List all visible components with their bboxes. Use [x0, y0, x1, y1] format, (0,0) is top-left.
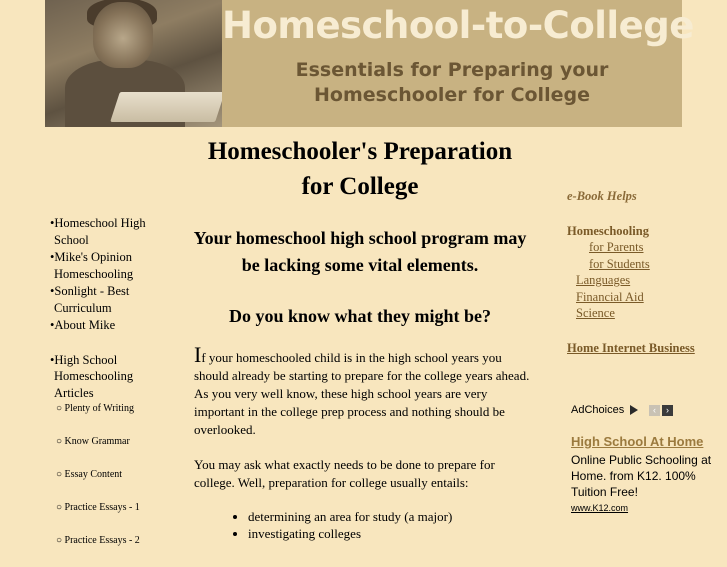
headline-question: Do you know what they might be? [228, 306, 492, 326]
boy-reading-photo [45, 0, 222, 127]
drop-cap: I [194, 342, 202, 367]
nav-know-grammar[interactable] [50, 435, 150, 468]
nav-link[interactable]: ○ Practice Essays - 2 [56, 535, 140, 546]
homeschooling-link[interactable]: Homeschooling [567, 223, 649, 238]
ad-next-icon[interactable]: › [662, 405, 673, 416]
intro-paragraph [190, 342, 530, 439]
site-banner[interactable] [45, 0, 694, 127]
nav-plenty-of-writing[interactable] [50, 402, 150, 435]
main-content [190, 225, 530, 542]
science-link[interactable]: Science [576, 306, 615, 320]
nav-link[interactable]: ○ Essay Content [56, 469, 123, 480]
intro-text: f your homeschooled child is in the high school years you should already be starting to prepare for the college years ahead. As you very well know, these high school years are very important in the college prep process and nothing should be overlooked. [194, 350, 530, 437]
ad-nav [649, 405, 673, 416]
ad-prev-icon[interactable]: ‹ [649, 405, 660, 416]
nav-practice-essays-2[interactable] [50, 534, 150, 567]
languages-link[interactable]: Languages [576, 273, 631, 287]
right-nav [567, 188, 717, 356]
ebook-helps-heading: e-Book Helps [567, 189, 637, 203]
nav-link[interactable]: •Sonlight - Best Curriculum [50, 284, 130, 315]
headline-vital-elements: Your homeschool high school program may be lacking some vital elements. [193, 228, 527, 275]
ad-body-text: Online Public Schooling at Home. from K12. 100% Tuition Free! [571, 453, 712, 499]
nav-link[interactable]: •High School Homeschooling Articles [50, 352, 134, 400]
nav-homeschool-high-school[interactable] [50, 215, 150, 248]
nav-sonlight[interactable] [50, 283, 150, 316]
site-title: Homeschool-to-College [222, 4, 694, 47]
nav-practice-essays-1[interactable] [50, 501, 150, 534]
nav-section-articles[interactable] [50, 352, 150, 402]
adchoices-text[interactable]: AdChoices [571, 404, 625, 416]
list-item: • determining an area for study (a major) [248, 508, 530, 525]
home-internet-business-link[interactable]: Home Internet Business [567, 340, 695, 355]
page-title: Homeschooler's Preparation for College [207, 138, 513, 200]
nav-mikes-opinion[interactable] [50, 249, 150, 282]
for-students-link[interactable]: for Students [589, 256, 650, 271]
financial-aid-link[interactable]: Financial Aid [576, 289, 644, 304]
adchoices-label[interactable] [571, 404, 721, 416]
nav-link[interactable]: ○ Know Grammar [56, 436, 130, 447]
nav-about-mike[interactable] [50, 317, 150, 334]
prep-list [248, 508, 530, 542]
nav-link[interactable]: ○ Practice Essays - 1 [56, 502, 140, 513]
site-subtitle: Essentials for Preparing your Homeschooler for College [295, 59, 609, 106]
adchoices-icon[interactable] [630, 405, 638, 415]
nav-link[interactable]: •Mike's Opinion Homeschooling [50, 250, 134, 281]
left-nav [50, 215, 150, 567]
for-parents-link[interactable]: for Parents [589, 240, 644, 254]
nav-link[interactable]: ○ Plenty of Writing [56, 403, 134, 414]
second-paragraph: You may ask what exactly needs to be done to prepare for college. Well, preparation for college usually entails: [194, 457, 495, 490]
nav-link[interactable]: •Homeschool High School [50, 216, 146, 247]
ad-unit[interactable] [571, 404, 721, 513]
nav-link[interactable]: •About Mike [50, 318, 116, 332]
ad-headline-link[interactable]: High School At Home [571, 434, 704, 449]
list-item: • investigating colleges [248, 525, 530, 542]
nav-essay-content[interactable] [50, 468, 150, 501]
ad-url-link[interactable]: www.K12.com [571, 503, 629, 513]
